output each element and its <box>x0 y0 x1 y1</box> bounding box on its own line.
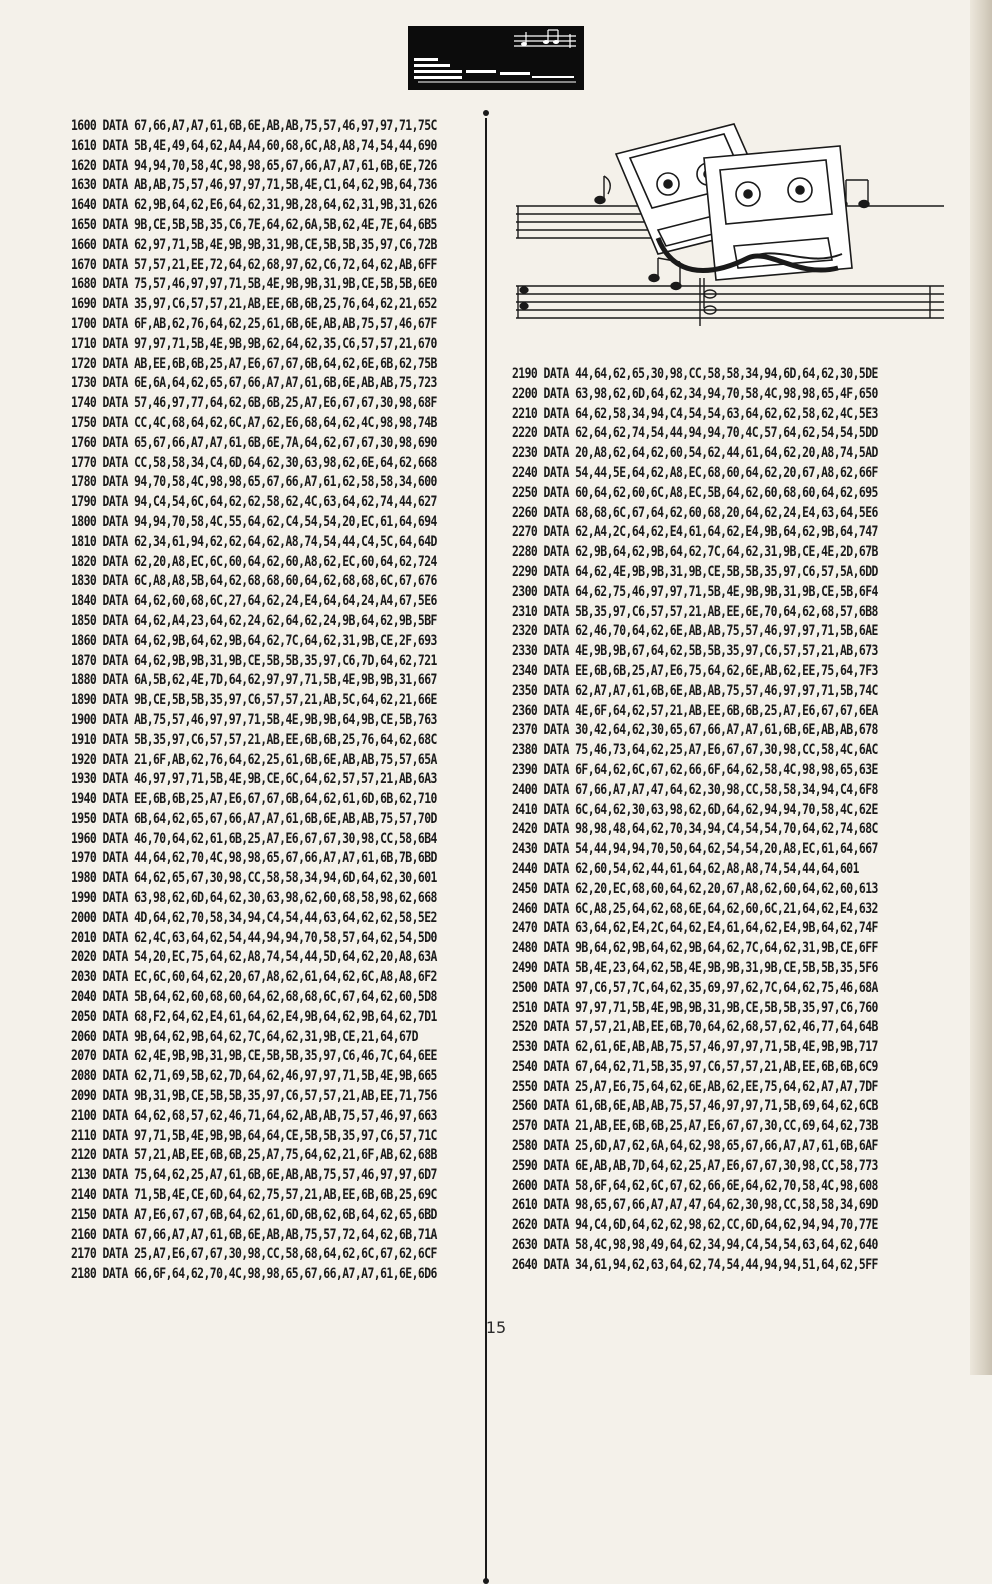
data-line: 2330 DATA 4E,9B,9B,67,64,62,5B,5B,35,97,C6,57,57,21,AB,673 <box>512 640 878 659</box>
data-line: 2250 DATA 60,64,62,60,6C,A8,EC,5B,64,62,60,68,60,64,62,695 <box>512 482 878 501</box>
data-line: 1800 DATA 94,94,70,58,4C,55,64,62,C4,54,54,20,EC,61,64,694 <box>71 511 437 530</box>
data-line: 1650 DATA 9B,CE,5B,5B,35,C6,7E,64,62,6A,5B,62,4E,7E,64,6B5 <box>71 214 437 233</box>
data-line: 2170 DATA 25,A7,E6,67,67,30,98,CC,58,68,64,62,6C,67,62,6CF <box>71 1244 437 1263</box>
data-listing-left-column <box>71 116 481 1284</box>
data-line: 1720 DATA AB,EE,6B,6B,25,A7,E6,67,67,6B,64,62,6E,6B,62,75B <box>71 353 437 372</box>
data-line: 2510 DATA 97,97,71,5B,4E,9B,9B,31,9B,CE,5B,5B,35,97,C6,760 <box>512 997 878 1016</box>
data-line: 2490 DATA 5B,4E,23,64,62,5B,4E,9B,9B,31,9B,CE,5B,5B,35,5F6 <box>512 957 878 976</box>
data-line: 2300 DATA 64,62,75,46,97,97,71,5B,4E,9B,9B,31,9B,CE,5B,6F4 <box>512 581 878 600</box>
data-line: 2240 DATA 54,44,5E,64,62,A8,EC,68,60,64,62,20,67,A8,62,66F <box>512 462 878 481</box>
page-binding-edge <box>970 0 992 1375</box>
data-line: 1930 DATA 46,97,97,71,5B,4E,9B,CE,6C,64,62,57,57,21,AB,6A3 <box>71 769 437 788</box>
data-line: 1710 DATA 97,97,71,5B,4E,9B,9B,62,64,62,35,C6,57,57,21,670 <box>71 333 437 352</box>
data-line: 2260 DATA 68,68,6C,67,64,62,60,68,20,64,62,24,E4,63,64,5E6 <box>512 502 878 521</box>
data-line: 2230 DATA 20,A8,62,64,62,60,54,62,44,61,64,62,20,A8,74,5AD <box>512 442 878 461</box>
cassette-tapes-on-staff-icon <box>508 118 950 350</box>
data-line: 1640 DATA 62,9B,64,62,E6,64,62,31,9B,28,64,62,31,9B,31,626 <box>71 194 437 213</box>
data-line: 2420 DATA 98,98,48,64,62,70,34,94,C4,54,54,70,64,62,74,68C <box>512 819 878 838</box>
data-line: 2340 DATA EE,6B,6B,25,A7,E6,75,64,62,6E,AB,62,EE,75,64,7F3 <box>512 660 878 679</box>
data-line: 2100 DATA 64,62,68,57,62,46,71,64,62,AB,AB,75,57,46,97,663 <box>71 1105 437 1124</box>
data-line: 2410 DATA 6C,64,62,30,63,98,62,6D,64,62,94,94,70,58,4C,62E <box>512 799 878 818</box>
data-line: 2620 DATA 94,C4,6D,64,62,62,98,62,CC,6D,64,62,94,94,70,77E <box>512 1215 878 1233</box>
music-logo-icon <box>408 26 584 90</box>
data-line: 2590 DATA 6E,AB,AB,7D,64,62,25,A7,E6,67,67,30,98,CC,58,773 <box>512 1155 878 1174</box>
data-line: 1830 DATA 6C,A8,A8,5B,64,62,68,68,60,64,62,68,68,6C,67,676 <box>71 571 437 590</box>
data-line: 2130 DATA 75,64,62,25,A7,61,6B,6E,AB,AB,75,57,46,97,97,6D7 <box>71 1165 437 1183</box>
data-line: 1600 DATA 67,66,A7,A7,61,6B,6E,AB,AB,75,57,46,97,97,71,75C <box>71 115 437 134</box>
header-logo-graphic <box>408 26 584 90</box>
data-line: 1880 DATA 6A,5B,62,4E,7D,64,62,97,97,71,5B,4E,9B,9B,31,667 <box>71 670 437 689</box>
data-line: 1730 DATA 6E,6A,64,62,65,67,66,A7,A7,61,6B,6E,AB,AB,75,723 <box>71 373 437 392</box>
data-line: 1910 DATA 5B,35,97,C6,57,57,21,AB,EE,6B,6B,25,76,64,62,68C <box>71 729 437 748</box>
data-line: 2050 DATA 68,F2,64,62,E4,61,64,62,E4,9B,64,62,9B,64,62,7D1 <box>71 1006 437 1025</box>
page-number: 15 <box>485 1318 507 1337</box>
divider-dot-icon <box>483 110 489 116</box>
data-line <box>512 1272 952 1297</box>
data-line: 1780 DATA 94,70,58,4C,98,98,65,67,66,A7,61,62,58,58,34,600 <box>71 472 437 491</box>
data-line: 2320 DATA 62,46,70,64,62,6E,AB,AB,75,57,46,97,97,71,5B,6AE <box>512 621 878 640</box>
data-line: 2190 DATA 44,64,62,65,30,98,CC,58,58,34,94,6D,64,62,30,5DE <box>512 363 878 382</box>
data-line: 2450 DATA 62,20,EC,68,60,64,62,20,67,A8,62,60,64,62,60,613 <box>512 878 878 897</box>
data-line: 1790 DATA 94,C4,54,6C,64,62,62,58,62,4C,63,64,62,74,44,627 <box>71 491 437 510</box>
data-line: 2280 DATA 62,9B,64,62,9B,64,62,7C,64,62,31,9B,CE,4E,2D,67B <box>512 541 878 560</box>
data-line: 2530 DATA 62,61,6E,AB,AB,75,57,46,97,97,71,5B,4E,9B,9B,717 <box>512 1036 878 1055</box>
data-line: 2090 DATA 9B,31,9B,CE,5B,5B,35,97,C6,57,57,21,AB,EE,71,756 <box>71 1085 437 1104</box>
data-line: 2640 DATA 34,61,94,62,63,64,62,74,54,44,94,94,51,64,62,5FF <box>512 1254 878 1273</box>
data-listing-right-column <box>512 364 952 1294</box>
data-line: 2470 DATA 63,64,62,E4,2C,64,62,E4,61,64,62,E4,9B,64,62,74F <box>512 918 878 937</box>
data-line: 1940 DATA EE,6B,6B,25,A7,E6,67,67,6B,64,62,61,6D,6B,62,710 <box>71 788 437 807</box>
data-line: 2150 DATA A7,E6,67,67,6B,64,62,61,6D,6B,62,6B,64,62,65,6BD <box>71 1204 437 1223</box>
data-line: 2350 DATA 62,A7,A7,61,6B,6E,AB,AB,75,57,46,97,97,71,5B,74C <box>512 680 878 699</box>
data-line: 2520 DATA 57,57,21,AB,EE,6B,70,64,62,68,57,62,46,77,64,64B <box>512 1017 878 1036</box>
divider-line <box>485 118 487 1582</box>
data-line: 2140 DATA 71,5B,4E,CE,6D,64,62,75,57,21,AB,EE,6B,6B,25,69C <box>71 1184 437 1203</box>
data-line: 1620 DATA 94,94,70,58,4C,98,98,65,67,66,A7,A7,61,6B,6E,726 <box>71 155 437 174</box>
data-line: 2540 DATA 67,64,62,71,5B,35,97,C6,57,57,21,AB,EE,6B,6B,6C9 <box>512 1056 878 1075</box>
data-line: 2110 DATA 97,71,5B,4E,9B,9B,64,64,CE,5B,5B,35,97,C6,57,71C <box>71 1125 437 1144</box>
data-line: 2020 DATA 54,20,EC,75,64,62,A8,74,54,44,5D,64,62,20,A8,63A <box>71 947 437 966</box>
data-line: 1820 DATA 62,20,A8,EC,6C,60,64,62,60,A8,62,EC,60,64,62,724 <box>71 551 437 570</box>
data-line: 2210 DATA 64,62,58,34,94,C4,54,54,63,64,62,62,58,62,4C,5E3 <box>512 403 878 422</box>
data-line: 2610 DATA 98,65,67,66,A7,A7,47,64,62,30,98,CC,58,58,34,69D <box>512 1195 878 1214</box>
data-line: 1960 DATA 46,70,64,62,61,6B,25,A7,E6,67,67,30,98,CC,58,6B4 <box>71 828 437 847</box>
data-line: 2200 DATA 63,98,62,6D,64,62,34,94,70,58,4C,98,98,65,4F,650 <box>512 383 878 402</box>
column-divider <box>483 110 489 1580</box>
data-line: 1810 DATA 62,34,61,94,62,62,64,62,A8,74,54,44,C4,5C,64,64D <box>71 531 437 550</box>
data-line: 2570 DATA 21,AB,EE,6B,6B,25,A7,E6,67,67,30,CC,69,64,62,73B <box>512 1116 878 1134</box>
data-line: 1860 DATA 64,62,9B,64,62,9B,64,62,7C,64,62,31,9B,CE,2F,693 <box>71 630 437 649</box>
data-line: 2360 DATA 4E,6F,64,62,57,21,AB,EE,6B,6B,25,A7,E6,67,67,6EA <box>512 700 878 719</box>
data-line: 2030 DATA EC,6C,60,64,62,20,67,A8,62,61,64,62,6C,A8,A8,6F2 <box>71 967 437 985</box>
data-line: 2460 DATA 6C,A8,25,64,62,68,6E,64,62,60,6C,21,64,62,E4,632 <box>512 898 878 917</box>
divider-dot-icon <box>483 1578 489 1584</box>
data-line: 1980 DATA 64,62,65,67,30,98,CC,58,58,34,94,6D,64,62,30,601 <box>71 868 437 886</box>
data-line: 1890 DATA 9B,CE,5B,5B,35,97,C6,57,57,21,AB,5C,64,62,21,66E <box>71 689 437 708</box>
data-line: 2080 DATA 62,71,69,5B,62,7D,64,62,46,97,97,71,5B,4E,9B,665 <box>71 1066 437 1084</box>
data-line: 1610 DATA 5B,4E,49,64,62,A4,A4,60,68,6C,A8,A8,74,54,44,690 <box>71 135 437 154</box>
data-line: 2270 DATA 62,A4,2C,64,62,E4,61,64,62,E4,9B,64,62,9B,64,747 <box>512 522 878 541</box>
data-line: 2060 DATA 9B,64,62,9B,64,62,7C,64,62,31,9B,CE,21,64,67D <box>71 1026 418 1045</box>
data-line: 2310 DATA 5B,35,97,C6,57,57,21,AB,EE,6E,70,64,62,68,57,6B8 <box>512 601 878 620</box>
data-line: 2290 DATA 64,62,4E,9B,9B,31,9B,CE,5B,5B,35,97,C6,57,5A,6DD <box>512 561 878 580</box>
data-line: 2010 DATA 62,4C,63,64,62,54,44,94,94,70,58,57,64,62,54,5D0 <box>71 927 437 946</box>
data-line: 1690 DATA 35,97,C6,57,57,21,AB,EE,6B,6B,25,76,64,62,21,652 <box>71 293 437 312</box>
data-line: 2480 DATA 9B,64,62,9B,64,62,9B,64,62,7C,64,62,31,9B,CE,6FF <box>512 937 878 956</box>
data-line: 1900 DATA AB,75,57,46,97,97,71,5B,4E,9B,9B,64,9B,CE,5B,763 <box>71 709 437 728</box>
data-line: 1920 DATA 21,6F,AB,62,76,64,62,25,61,6B,6E,AB,AB,75,57,65A <box>71 749 437 768</box>
data-line: 2070 DATA 62,4E,9B,9B,31,9B,CE,5B,5B,35,97,C6,46,7C,64,6EE <box>71 1046 437 1065</box>
data-line: 1870 DATA 64,62,9B,9B,31,9B,CE,5B,5B,35,97,C6,7D,64,62,721 <box>71 650 437 669</box>
data-line: 2000 DATA 4D,64,62,70,58,34,94,C4,54,44,63,64,62,62,58,5E2 <box>71 907 437 926</box>
data-line: 2600 DATA 58,6F,64,62,6C,67,62,66,6E,64,62,70,58,4C,98,608 <box>512 1175 878 1194</box>
data-line: 2370 DATA 30,42,64,62,30,65,67,66,A7,A7,61,6B,6E,AB,AB,678 <box>512 720 878 739</box>
data-line: 2220 DATA 62,64,62,74,54,44,94,94,70,4C,57,64,62,54,54,5DD <box>512 423 878 442</box>
data-line: 1950 DATA 6B,64,62,65,67,66,A7,A7,61,6B,6E,AB,AB,75,57,70D <box>71 808 437 827</box>
data-line: 1750 DATA CC,4C,68,64,62,6C,A7,62,E6,68,64,62,4C,98,98,74B <box>71 412 437 431</box>
data-line: 2580 DATA 25,6D,A7,62,6A,64,62,98,65,67,66,A7,A7,61,6B,6AF <box>512 1135 878 1154</box>
data-line: 2390 DATA 6F,64,62,6C,67,62,66,6F,64,62,58,4C,98,98,65,63E <box>512 759 878 778</box>
data-line: 1770 DATA CC,58,58,34,C4,6D,64,62,30,63,98,62,6E,64,62,668 <box>71 452 437 471</box>
data-line: 1740 DATA 57,46,97,77,64,62,6B,6B,25,A7,E6,67,67,30,98,68F <box>71 392 437 411</box>
data-line: 2500 DATA 97,C6,57,7C,64,62,35,69,97,62,7C,64,62,75,46,68A <box>512 977 878 996</box>
data-line: 2160 DATA 67,66,A7,A7,61,6B,6E,AB,AB,75,57,72,64,62,6B,71A <box>71 1224 437 1243</box>
data-line: 2550 DATA 25,A7,E6,75,64,62,6E,AB,62,EE,75,64,62,A7,A7,7DF <box>512 1076 878 1095</box>
data-line: 2400 DATA 67,66,A7,A7,47,64,62,30,98,CC,58,58,34,94,C4,6F8 <box>512 779 878 798</box>
data-line: 2630 DATA 58,4C,98,98,49,64,62,34,94,C4,54,54,63,64,62,640 <box>512 1234 878 1253</box>
data-line: 2440 DATA 62,60,54,62,44,61,64,62,A8,A8,74,54,44,64,601 <box>512 858 859 877</box>
data-line: 1670 DATA 57,57,21,EE,72,64,62,68,97,62,C6,72,64,62,AB,6FF <box>71 254 437 273</box>
data-line: 2380 DATA 75,46,73,64,62,25,A7,E6,67,67,30,98,CC,58,4C,6AC <box>512 739 878 758</box>
data-line: 1700 DATA 6F,AB,62,76,64,62,25,61,6B,6E,AB,AB,75,57,46,67F <box>71 313 437 332</box>
data-line: 1680 DATA 75,57,46,97,97,71,5B,4E,9B,9B,31,9B,CE,5B,5B,6E0 <box>71 274 437 293</box>
data-line: 1850 DATA 64,62,A4,23,64,62,24,62,64,62,24,9B,64,62,9B,5BF <box>71 610 437 629</box>
data-line: 2560 DATA 61,6B,6E,AB,AB,75,57,46,97,97,71,5B,69,64,62,6CB <box>512 1096 878 1115</box>
data-line: 2040 DATA 5B,64,62,60,68,60,64,62,68,68,6C,67,64,62,60,5D8 <box>71 986 437 1005</box>
data-line: 1990 DATA 63,98,62,6D,64,62,30,63,98,62,60,68,58,98,62,668 <box>71 887 437 906</box>
data-line: 1660 DATA 62,97,71,5B,4E,9B,9B,31,9B,CE,5B,5B,35,97,C6,72B <box>71 234 437 253</box>
data-line: 1840 DATA 64,62,60,68,6C,27,64,62,24,E4,64,64,24,A4,67,5E6 <box>71 590 437 609</box>
data-line: 1760 DATA 65,67,66,A7,A7,61,6B,6E,7A,64,62,67,67,30,98,690 <box>71 432 437 451</box>
data-line: 2180 DATA 66,6F,64,62,70,4C,98,98,65,67,66,A7,A7,61,6E,6D6 <box>71 1264 437 1282</box>
data-line: 2430 DATA 54,44,94,94,70,50,64,62,54,54,20,A8,EC,61,64,667 <box>512 838 878 857</box>
cassette-music-illustration <box>508 118 950 350</box>
data-line: 1630 DATA AB,AB,75,57,46,97,97,71,5B,4E,C1,64,62,9B,64,736 <box>71 175 437 194</box>
data-line: 2120 DATA 57,21,AB,EE,6B,6B,25,A7,75,64,62,21,6F,AB,62,68B <box>71 1145 437 1164</box>
data-line: 1970 DATA 44,64,62,70,4C,98,98,65,67,66,A7,A7,61,6B,7B,6BD <box>71 848 437 867</box>
